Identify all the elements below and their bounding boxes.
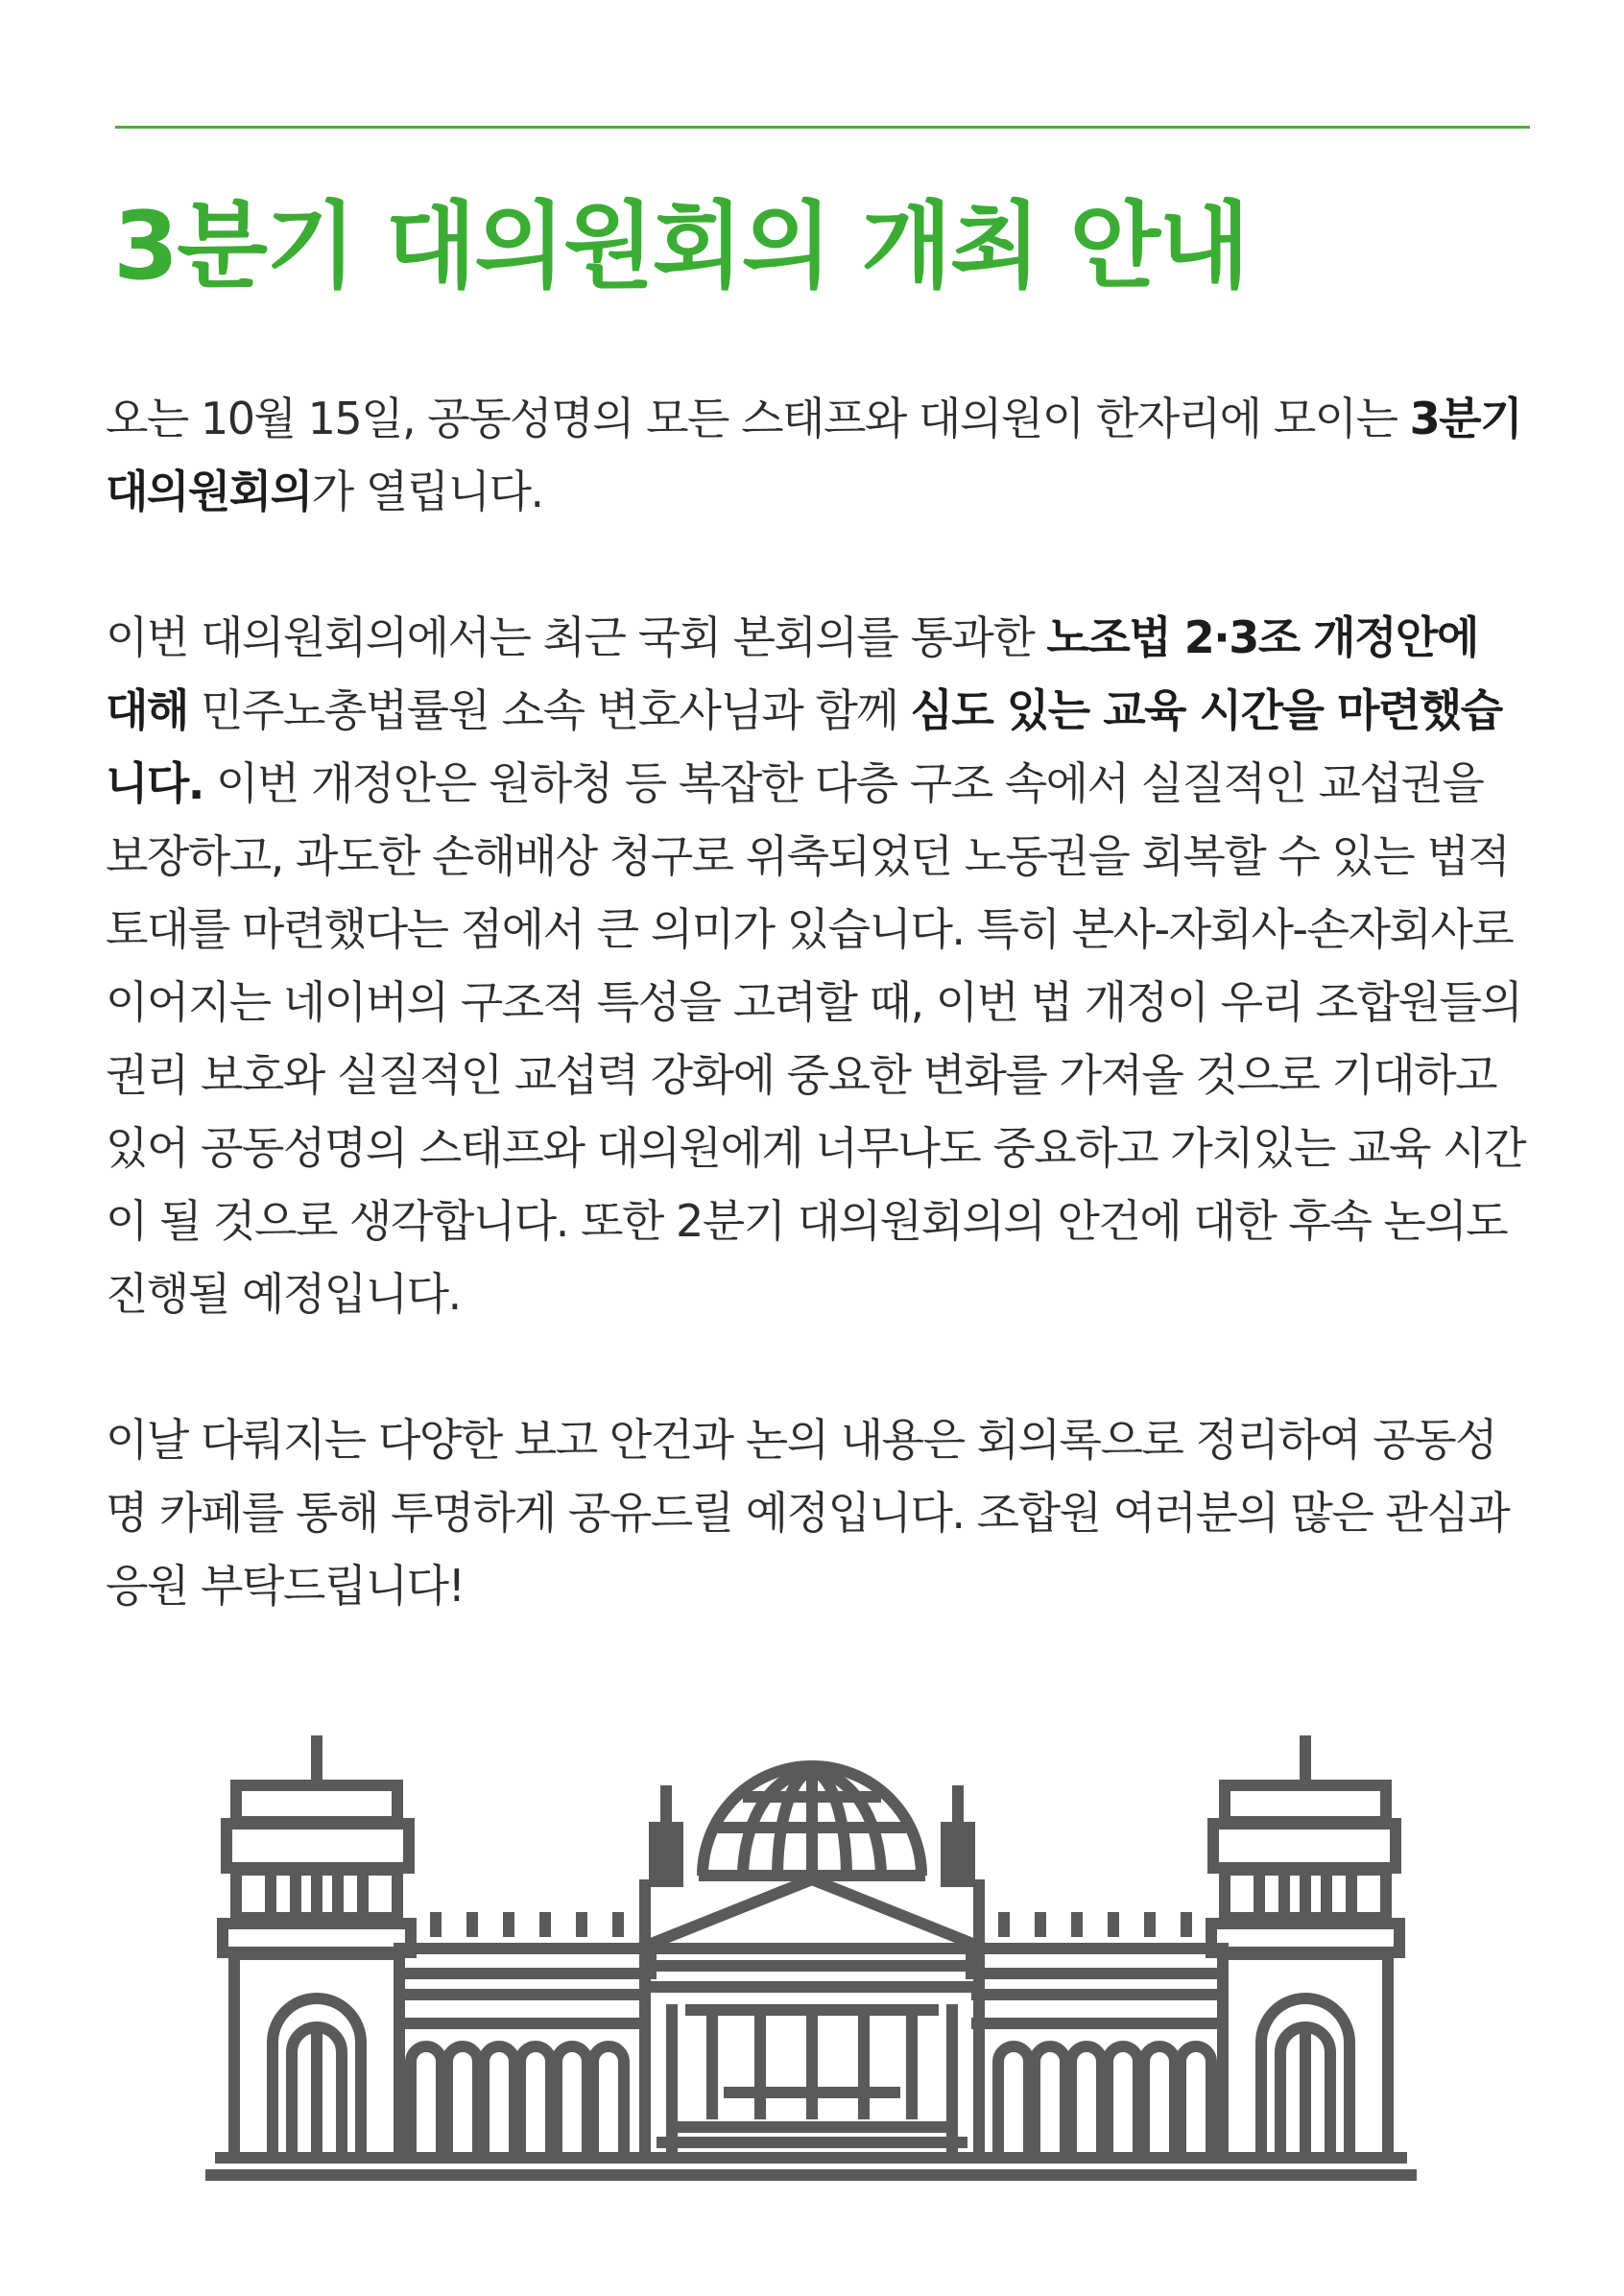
parliament-building-icon (205, 1735, 1417, 2187)
header-divider (115, 126, 1530, 129)
paragraph-announcement: 오는 10월 15일, 공동성명의 모든 스태프와 대의원이 한자리에 모이는 3분기 대의원회의가 열립니다. (106, 393, 1522, 517)
law-amendment-emphasis: 노조법 2·3조 개정안에 대해 (106, 611, 1478, 736)
page-title: 3분기 대의원회의 개최 안내 (113, 192, 1248, 301)
education-emphasis: 심도 있는 교육 시간을 마련했습니다. (106, 684, 1502, 809)
paragraph-closing: 이날 다뤄지는 다양한 보고 안건과 논의 내용은 회의록으로 정리하여 공동성명 카페를 통해 투명하게 공유드릴 예정입니다. 조합원 여러분의 많은 관심과 응원 부탁드립니다! (106, 1414, 1510, 1612)
meeting-name-emphasis: 3분기 대의원회의 (106, 393, 1522, 517)
notice-body (106, 382, 1526, 1622)
paragraph-education: 이번 대의원회의에서는 최근 국회 본회의를 통과한 노조법 2·3조 개정안에 대해 민주노총법률원 소속 변호사님과 함께 심도 있는 교육 시간을 마련했습니다. 이번 개정안은 원하청 등 복잡한 다층 구조 속에서 실질적인 교섭권을 보장하고, 과도한 손해배상 청구로 위축되었던 노동권을 회복할 수 있는 법적 토대를 마련했다는 점에서 큰 의미가 있습니다. 특히 본사-자회사-손자회사로 이어지는 네이버의 구조적 특성을 고려할 때, 이번 법 개정이 우리 조합원들의 권리 보호와 실질적인 교섭력 강화에 중요한 변화를 가져올 것으로 기대하고 있어 공동성명의 스태프와 대의원에게 너무나도 중요하고 가치있는 교육 시간이 될 것으로 생각합니다. 또한 2분기 대의원회의의 안건에 대한 후속 논의도 진행될 예정입니다. (106, 611, 1525, 1320)
